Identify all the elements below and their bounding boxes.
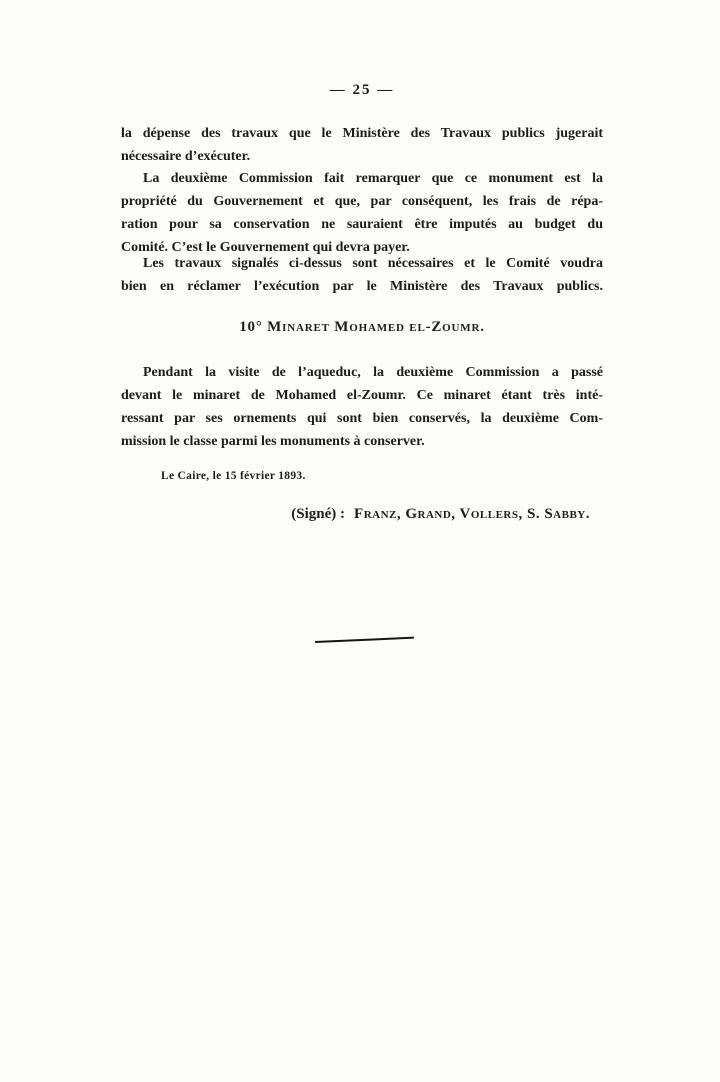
text-line: ressant par ses ornements qui sont bien conservés, la deuxième Com- — [121, 411, 603, 426]
text-line: nécessaire d’exécuter. — [121, 149, 251, 164]
signature-line — [121, 503, 603, 525]
signature-prefix: (Signé) : — [291, 506, 346, 522]
dateline: Le Caire, le 15 février 1893. — [161, 470, 306, 482]
divider-rule — [315, 637, 414, 643]
signature-names: Franz, Grand, Vollers, S. Sabby. — [354, 506, 590, 522]
section-heading: 10° Minaret Mohamed el-Zoumr. — [239, 319, 485, 335]
text-line: Comité. C’est le Gouvernement qui devra payer. — [121, 240, 410, 255]
text-line: La deuxième Commission fait remarquer que ce monument est la — [143, 171, 603, 186]
text-line: la dépense des travaux que le Ministère des Travaux publics jugerait — [121, 126, 603, 141]
text-line: ration pour sa conservation ne sauraient être imputés au budget du — [121, 217, 603, 232]
paragraph-continuation — [121, 122, 603, 168]
paragraph-minaret-zoumr — [121, 361, 603, 453]
text-line: devant le minaret de Mohamed el-Zoumr. Ce minaret étant très inté- — [121, 388, 603, 403]
paragraph-commission-remark — [121, 167, 603, 259]
paragraph-travaux-necessaires — [121, 252, 603, 298]
text-line: Pendant la visite de l’aqueduc, la deuxième Commission a passé — [143, 365, 603, 380]
text-line: propriété du Gouvernement et que, par conséquent, les frais de répa- — [121, 194, 603, 209]
text-line: mission le classe parmi les monuments à conserver. — [121, 434, 425, 449]
page-number: — 25 — — [329, 82, 395, 98]
text-line: Les travaux signalés ci-dessus sont nécessaires et le Comité voudra — [143, 256, 603, 271]
text-line: bien en réclamer l’exécution par le Ministère des Travaux publics. — [121, 279, 603, 294]
